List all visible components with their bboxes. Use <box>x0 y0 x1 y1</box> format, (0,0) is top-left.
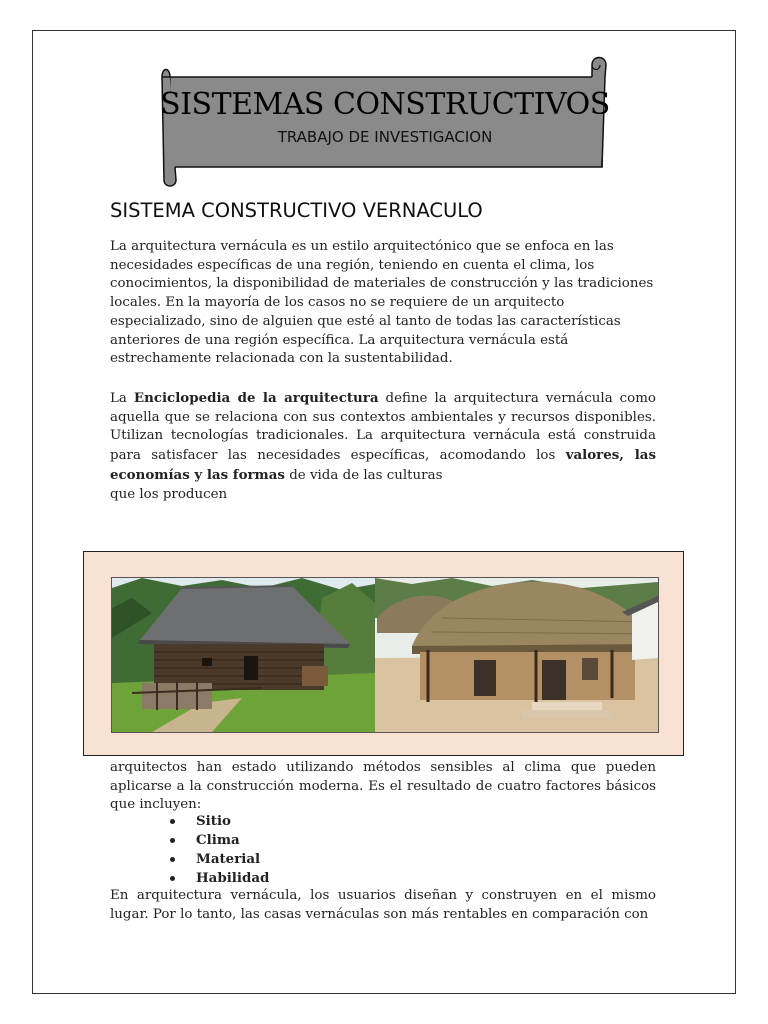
scroll-shape <box>150 55 620 190</box>
title-banner-scroll <box>150 55 620 190</box>
bullet-icon <box>170 838 175 843</box>
paragraph-closing: En arquitectura vernácula, los usuarios diseñan y construyen en el mismo lugar. Por lo tanto, las casas vernáculas son más rentables en comparación con <box>110 888 656 922</box>
list-item <box>110 831 269 850</box>
section-heading: SISTEMA CONSTRUCTIVO VERNACULO <box>110 199 483 222</box>
bullet-icon <box>170 857 175 862</box>
vernacular-houses-photo <box>111 577 659 733</box>
bullet-icon <box>170 876 175 881</box>
list-item <box>110 869 269 888</box>
paragraph-last-line: que los producen <box>110 486 228 502</box>
list-item-label: Clima <box>196 831 240 848</box>
list-item-label: Material <box>196 850 261 867</box>
bullet-icon <box>170 819 175 824</box>
list-item-label: Habilidad <box>196 869 270 886</box>
list-item <box>110 812 269 831</box>
list-item <box>110 850 269 869</box>
paragraph-intro: La arquitectura vernácula es un estilo arquitectónico que se enfoca en las necesidades específicas de una región, teniendo en cuenta el clima, los conocimientos, la disponibilidad de materiales de construcción y las tradiciones locales. En la mayoría de los casos no se requiere de un arquitecto especializado, sino de alguien que esté al tanto de todas las características anteriores de una región específica. La arquitectura vernácula está estrechamente relacionada con la sustentabilidad. <box>110 239 654 367</box>
paragraph-factors-intro: arquitectos han estado utilizando métodos sensibles al clima que pueden aplicarse a la construcción moderna. Es el resultado de cuatro factores básicos que incluyen: <box>110 760 656 813</box>
document-title: SISTEMAS CONSTRUCTIVOS <box>160 87 610 122</box>
figure-frame <box>83 551 684 756</box>
thatched-hut-photo <box>375 578 658 732</box>
bold-text: Enciclopedia de la arquitectura <box>133 390 379 406</box>
paragraph-text: define la arquitectura vernácula como aquella que se relaciona con sus contextos ambientales y recursos disponibles. Utilizan tecnologías tradicionales. La arquitectura vernácula está construida para satisfacer las necesidades específicas, acomodando los <box>110 391 656 464</box>
bold-text: valores, las economías y las formas <box>110 447 656 483</box>
wooden-house-photo <box>112 578 375 732</box>
paragraph-text: de vida de las culturas <box>284 467 443 483</box>
document-subtitle: TRABAJO DE INVESTIGACION <box>277 128 493 146</box>
paragraph-text: La <box>110 391 134 406</box>
list-item-label: Sitio <box>196 813 231 829</box>
factors-list <box>110 812 269 888</box>
paragraph-encyclopedia <box>110 389 656 504</box>
